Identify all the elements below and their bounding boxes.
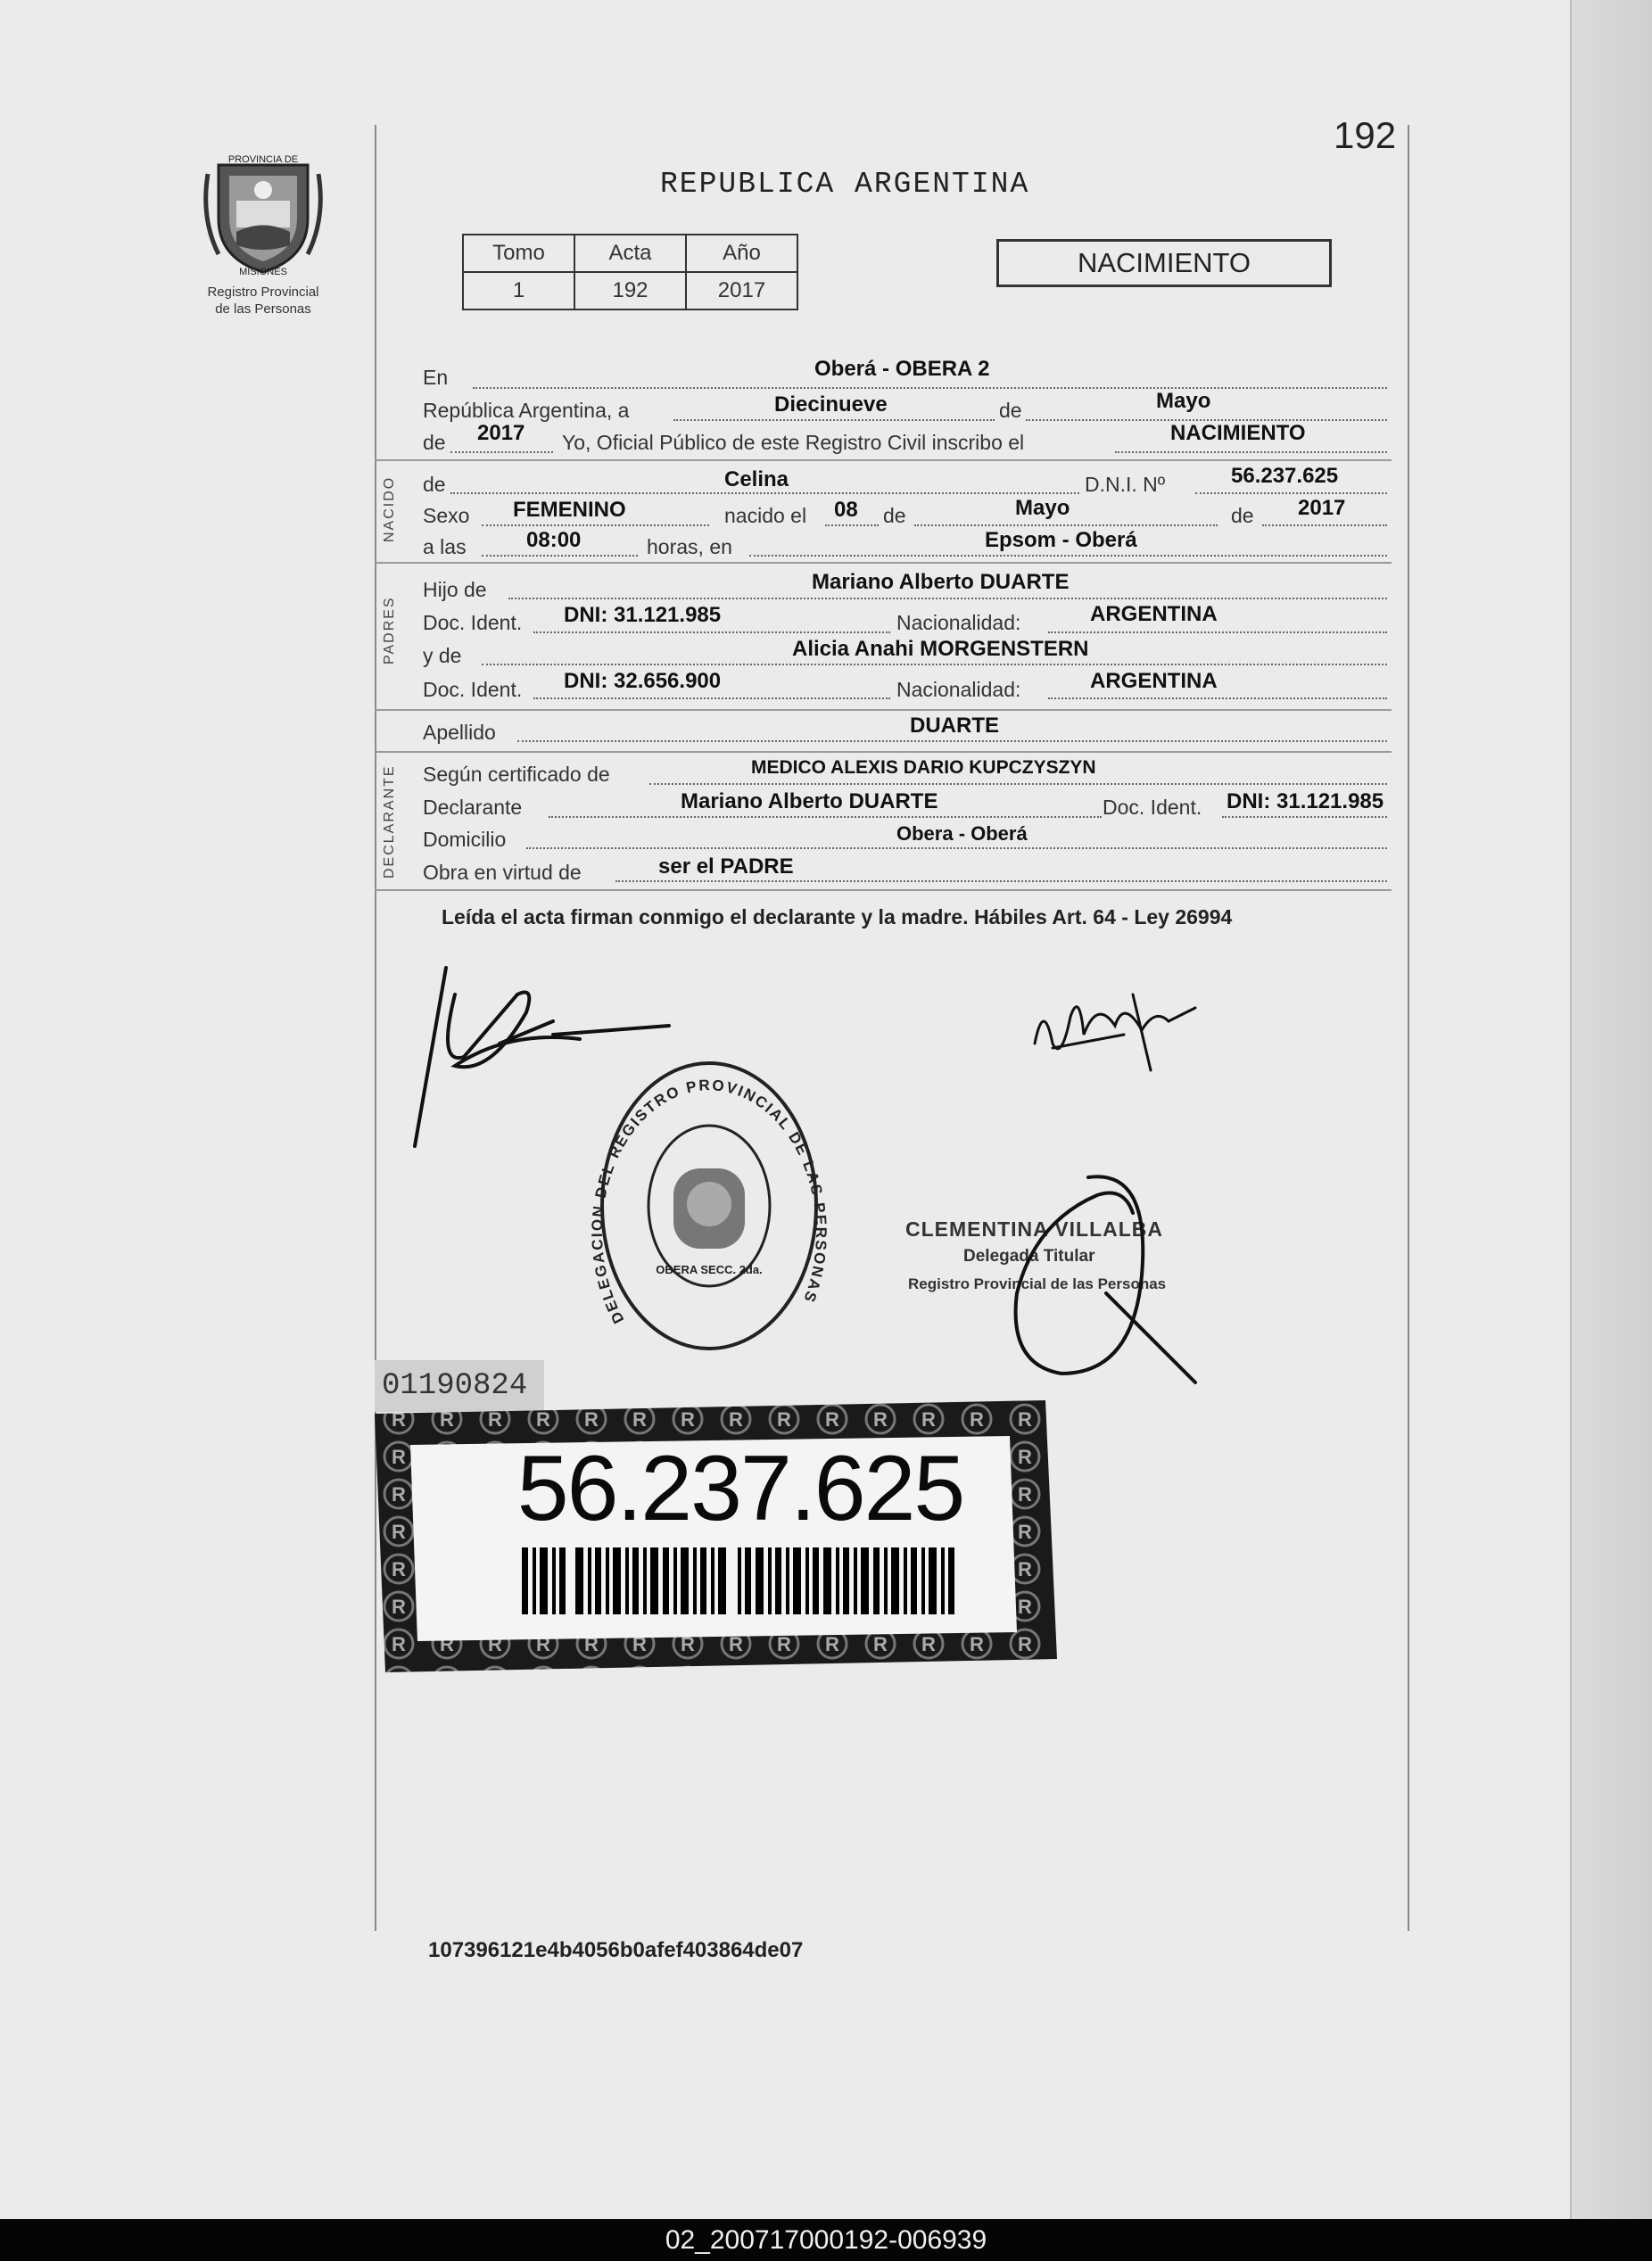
nacido-el-label: nacido el (724, 504, 807, 527)
value-ano: 2017 (686, 272, 797, 309)
declarante-label: Declarante (423, 796, 523, 819)
mother-value: Alicia Anahi MORGENSTERN (792, 637, 1089, 661)
official-name: CLEMENTINA VILLALBA (905, 1217, 1164, 1241)
section-label-nacido: NACIDO (382, 475, 397, 542)
year-value: 2017 (477, 421, 525, 445)
mother-doc-value: DNI: 32.656.900 (564, 669, 722, 693)
value-acta: 192 (574, 272, 686, 309)
seal-outer-text: DELEGACION DEL REGISTRO PROVINCIAL DE LAS PERSONAS (589, 1077, 830, 1327)
dni-value: 56.237.625 (1231, 464, 1339, 488)
mother-doc-line (533, 697, 890, 699)
obra-value: ser el PADRE (658, 854, 794, 879)
separator-5 (375, 889, 1392, 891)
logo-caption (183, 284, 343, 318)
domicilio-line (526, 847, 1387, 849)
record-type-box: NACIMIENTO (996, 239, 1332, 287)
mother-doc-label: Doc. Ident. (423, 678, 523, 701)
document-title: REPUBLICA ARGENTINA (660, 168, 1030, 201)
en-label: En (423, 366, 449, 389)
y-de-label: y de (423, 644, 462, 667)
birth-day-value: 08 (834, 498, 858, 522)
birth-month-value: Mayo (1015, 496, 1070, 520)
record-table (462, 234, 798, 310)
page-edge (1570, 0, 1652, 2219)
place-value: Oberá - OBERA 2 (814, 357, 990, 381)
father-doc-value: DNI: 31.121.985 (564, 603, 722, 627)
province-seal-logo (201, 147, 326, 276)
page-number: 192 (1334, 114, 1397, 156)
mother-nat-label: Nacionalidad: (896, 678, 1021, 701)
act-type-value: NACIMIENTO (1170, 421, 1306, 445)
registry-seal-stamp (589, 1052, 830, 1360)
obra-line (615, 880, 1387, 882)
barcode (522, 1547, 959, 1619)
declarante-doc-value: DNI: 31.121.985 (1227, 789, 1384, 813)
domicilio-value: Obera - Oberá (896, 822, 1028, 845)
svg-text:PROVINCIA DE: PROVINCIA DE (227, 154, 299, 165)
de-label-3: de (423, 473, 446, 496)
section-label-declarante: DECLARANTE (382, 764, 397, 879)
name-value: Celina (724, 467, 789, 491)
father-value: Mariano Alberto DUARTE (812, 570, 1070, 594)
mother-nat-value: ARGENTINA (1090, 669, 1218, 693)
header-ano: Año (686, 235, 797, 272)
mother-nat-line (1048, 697, 1387, 699)
security-label (375, 1400, 1057, 1672)
a-las-label: a las (423, 535, 467, 558)
obra-label: Obra en virtud de (423, 861, 582, 884)
certificado-label: Según certificado de (423, 763, 610, 786)
birth-month-line (914, 524, 1218, 526)
mother-line (482, 664, 1387, 665)
logo-caption-line-1: Registro Provincial (207, 285, 319, 300)
separator-2 (375, 562, 1392, 564)
hijo-de-label: Hijo de (423, 578, 487, 601)
closing-note: Leída el acta firman conmigo el declarante y la madre. Hábiles Art. 64 - Ley 26994 (442, 905, 1233, 928)
mother-signature (1017, 981, 1204, 1079)
header-tomo: Tomo (463, 235, 574, 272)
day-words-value: Diecinueve (774, 392, 888, 417)
svg-text:MISIONES: MISIONES (239, 267, 287, 276)
place-line (473, 387, 1387, 389)
section-label-padres: PADRES (382, 596, 397, 664)
official-office: Registro Provincial de las Personas (908, 1275, 1167, 1292)
year-line (450, 451, 553, 453)
surname-value: DUARTE (910, 714, 999, 738)
domicilio-label: Domicilio (423, 828, 507, 851)
birth-day-line (825, 524, 879, 526)
official-signature (999, 1159, 1213, 1391)
seal-inner-text: OBERA SECC. 2da. (656, 1263, 763, 1276)
father-nat-line (1048, 631, 1387, 633)
certificado-line (649, 783, 1387, 785)
official-title: Delegada Titular (963, 1247, 1095, 1266)
birth-place-value: Epsom - Oberá (985, 528, 1137, 552)
dni-label: D.N.I. Nº (1085, 473, 1166, 496)
de-label-5: de (1231, 504, 1254, 527)
header-acta: Acta (574, 235, 686, 272)
de-label-4: de (883, 504, 906, 527)
name-line (450, 492, 1079, 494)
declarante-doc-label: Doc. Ident. (1103, 796, 1202, 819)
republica-label: República Argentina, a (423, 399, 630, 422)
day-line (673, 419, 995, 421)
de-label-2: de (423, 431, 446, 454)
dni-line (1195, 492, 1387, 494)
certificado-value: MEDICO ALEXIS DARIO KUPCZYSZYN (751, 757, 1096, 778)
sexo-label: Sexo (423, 504, 470, 527)
father-doc-label: Doc. Ident. (423, 611, 523, 634)
logo-caption-line-2: de las Personas (215, 301, 311, 317)
month-value: Mayo (1156, 389, 1211, 413)
label-dni-number: 56.237.625 (516, 1437, 964, 1540)
declarante-doc-line (1222, 816, 1387, 818)
birth-year-line (1262, 524, 1387, 526)
right-margin-line (1408, 125, 1409, 1931)
declarante-line (549, 816, 1102, 818)
father-line (508, 598, 1387, 599)
act-type-line (1115, 451, 1387, 453)
record-table-values (463, 272, 797, 309)
de-label-1: de (999, 399, 1022, 422)
father-nat-label: Nacionalidad: (896, 611, 1021, 634)
surname-line (517, 740, 1387, 742)
file-name-footer: 02_200717000192-006939 (0, 2219, 1652, 2261)
separator-3 (375, 709, 1392, 711)
father-nat-value: ARGENTINA (1090, 602, 1218, 626)
value-tomo: 1 (463, 272, 574, 309)
apellido-label: Apellido (423, 721, 496, 744)
time-line (482, 555, 638, 557)
control-number: 01190824 (375, 1360, 544, 1412)
separator-4 (375, 751, 1392, 753)
separator-1 (375, 459, 1392, 461)
birth-year-value: 2017 (1298, 496, 1346, 520)
declarante-value: Mariano Alberto DUARTE (681, 789, 938, 813)
horas-en-label: horas, en (647, 535, 732, 558)
document-hash: 107396121e4b4056b0afef403864de07 (428, 1938, 804, 1962)
record-table-header (463, 235, 797, 272)
sexo-line (482, 524, 709, 526)
sexo-value: FEMENINO (513, 498, 626, 522)
father-doc-line (533, 631, 890, 633)
birth-place-line (749, 555, 1387, 557)
inscribo-label: Yo, Oficial Público de este Registro Civil inscribo el (562, 431, 1025, 454)
time-value: 08:00 (526, 528, 582, 552)
